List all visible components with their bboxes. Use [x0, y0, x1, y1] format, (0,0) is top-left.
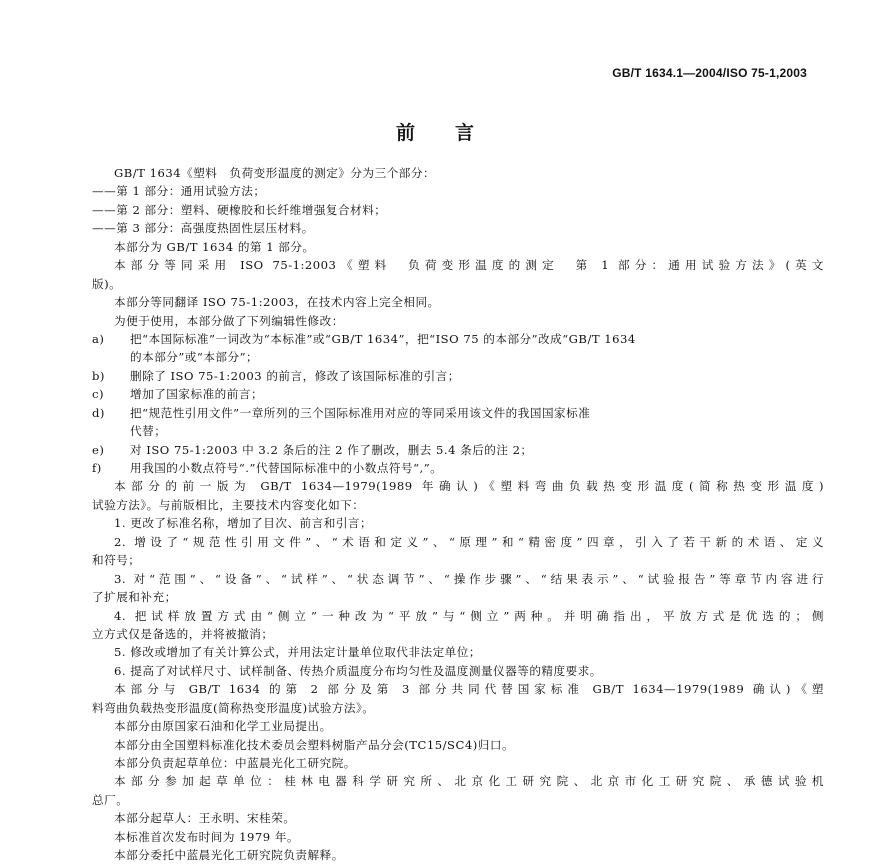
change-item-2-cont: 和符号；: [92, 553, 141, 568]
paragraph-first-published: 本标准首次发布时间为 1979 年。: [114, 829, 300, 844]
edit-text-b: 删除了 ISO 75-1:2003 的前言，修改了该国际标准的引言；: [130, 368, 460, 383]
standard-number-header: GB/T 1634.1—2004/ISO 75-1,2003: [612, 66, 807, 80]
edit-label-e: e): [92, 442, 105, 457]
edit-label-b: b): [92, 368, 105, 383]
edit-label-f: f): [92, 461, 102, 475]
edit-text-d: 把“规范性引用文件”一章所列的三个国际标准用对应的等同采用该文件的我国国家标准: [130, 405, 591, 420]
edit-item-f: [92, 459, 802, 477]
paragraph-replacement: 本部分与 GB/T 1634 的第 2 部分及第 3 部分共同代替国家标准 GB/T 1634—1979(1989 确认)《塑: [114, 682, 824, 697]
paragraph-adoption-cont: 版)。: [92, 276, 122, 291]
list-item-part1: ——第 1 部分：通用试验方法；: [92, 184, 266, 199]
paragraph-interpretation: 本部分委托中蓝晨光化工研究院负责解释。: [114, 848, 344, 863]
page-title: 前言: [395, 122, 514, 144]
paragraph-adoption: 本部分等同采用 ISO 75-1:2003《塑料 负荷变形温度的测定 第 1 部分：通用试验方法》(英文: [114, 258, 824, 273]
paragraph-participating-units: 本部分参加起草单位：桂林电器科学研究所、北京化工研究院、北京市化工研究院、承德试验机: [114, 774, 824, 789]
paragraph-drafting-unit: 本部分负责起草单位：中蓝晨光化工研究院。: [114, 756, 356, 770]
edit-label-c: c): [92, 387, 105, 402]
change-item-1: 1. 更改了标准名称，增加了目次、前言和引言；: [114, 516, 373, 531]
edit-item-d-cont: 代替；: [130, 424, 167, 439]
paragraph-previous-edition: 本部分的前一版为 GB/T 1634—1979(1989 年确认)《塑料弯曲负载热变形温度(简称热变形温度): [114, 479, 824, 494]
edit-label-a: a): [92, 331, 105, 346]
edit-item-c: [92, 385, 802, 403]
change-item-6: 6. 提高了对试样尺寸、试样制备、传热介质温度分布均匀性及温度测量仪器等的精度要求。: [114, 663, 602, 678]
edit-text-c: 增加了国家标准的前言；: [130, 387, 264, 402]
paragraph-participating-units-cont: 总厂。: [92, 792, 129, 807]
edit-item-d: [92, 404, 802, 422]
edit-item-b: [92, 367, 802, 385]
change-item-3-cont: 了扩展和补充；: [92, 590, 177, 605]
edit-item-a-cont: 的本部分”或“本部分”；: [130, 350, 259, 365]
edit-text-f: 用我国的小数点符号“.”代替国际标准中的小数点符号“,”。: [130, 461, 443, 475]
edit-item-a: [92, 330, 802, 348]
paragraph-replacement-cont: 料弯曲负载热变形温度(简称热变形温度)试验方法》。: [92, 700, 375, 715]
edit-item-e: [92, 441, 802, 459]
list-item-part3: ——第 3 部分：高强度热固性层压材料。: [92, 221, 314, 236]
edit-text-e: 对 ISO 75-1:2003 中 3.2 条后的注 2 作了删改，删去 5.4 条后的注 2；: [130, 442, 533, 457]
paragraph-previous-edition-cont: 试验方法》。与前版相比，主要技术内容变化如下：: [92, 497, 365, 512]
paragraph-part-statement: 本部分为 GB/T 1634 的第 1 部分。: [114, 239, 315, 254]
paragraph-edits-intro: 为便于使用，本部分做了下列编辑性修改：: [114, 313, 344, 328]
change-item-5: 5. 修改或增加了有关计算公式，并用法定计量单位取代非法定单位；: [114, 645, 481, 660]
paragraph-intro: GB/T 1634《塑料 负荷变形温度的测定》分为三个部分：: [114, 166, 436, 180]
paragraph-drafters: 本部分起草人：王永明、宋桂荣。: [114, 811, 296, 826]
change-item-2: 2. 增设了“规范性引用文件”、“术语和定义”、“原理”和“精密度”四章，引入了若干新的术语、定义: [114, 534, 824, 549]
paragraph-translation: 本部分等同翻译 ISO 75-1:2003，在技术内容上完全相同。: [114, 295, 440, 310]
change-item-4-cont: 立方式仅是备选的，并将被撤消；: [92, 626, 274, 641]
change-item-4: 4. 把试样放置方式由“侧立”一种改为“平放”与“侧立”两种。并明确指出，平放方式是优选的；侧: [114, 608, 824, 623]
edit-text-a: 把“本国际标准”一词改为“本标准”或“GB/T 1634”，把“ISO 75 的本部分”改成“GB/T 1634: [130, 331, 636, 346]
change-item-3: 3. 对“范围”、“设备”、“试样”、“状态调节”、“操作步骤”、“结果表示”、“试验报告”等章节内容进行: [114, 571, 824, 586]
paragraph-proposed-by: 本部分由原国家石油和化学工业局提出。: [114, 719, 332, 734]
list-item-part2: ——第 2 部分：塑料、硬橡胶和长纤维增强复合材料；: [92, 202, 387, 217]
foreword-body: [92, 164, 824, 865]
edit-label-d: d): [92, 405, 105, 420]
paragraph-centralized-by: 本部分由全国塑料标准化技术委员会塑料树脂产品分会(TC15/SC4)归口。: [114, 737, 515, 752]
